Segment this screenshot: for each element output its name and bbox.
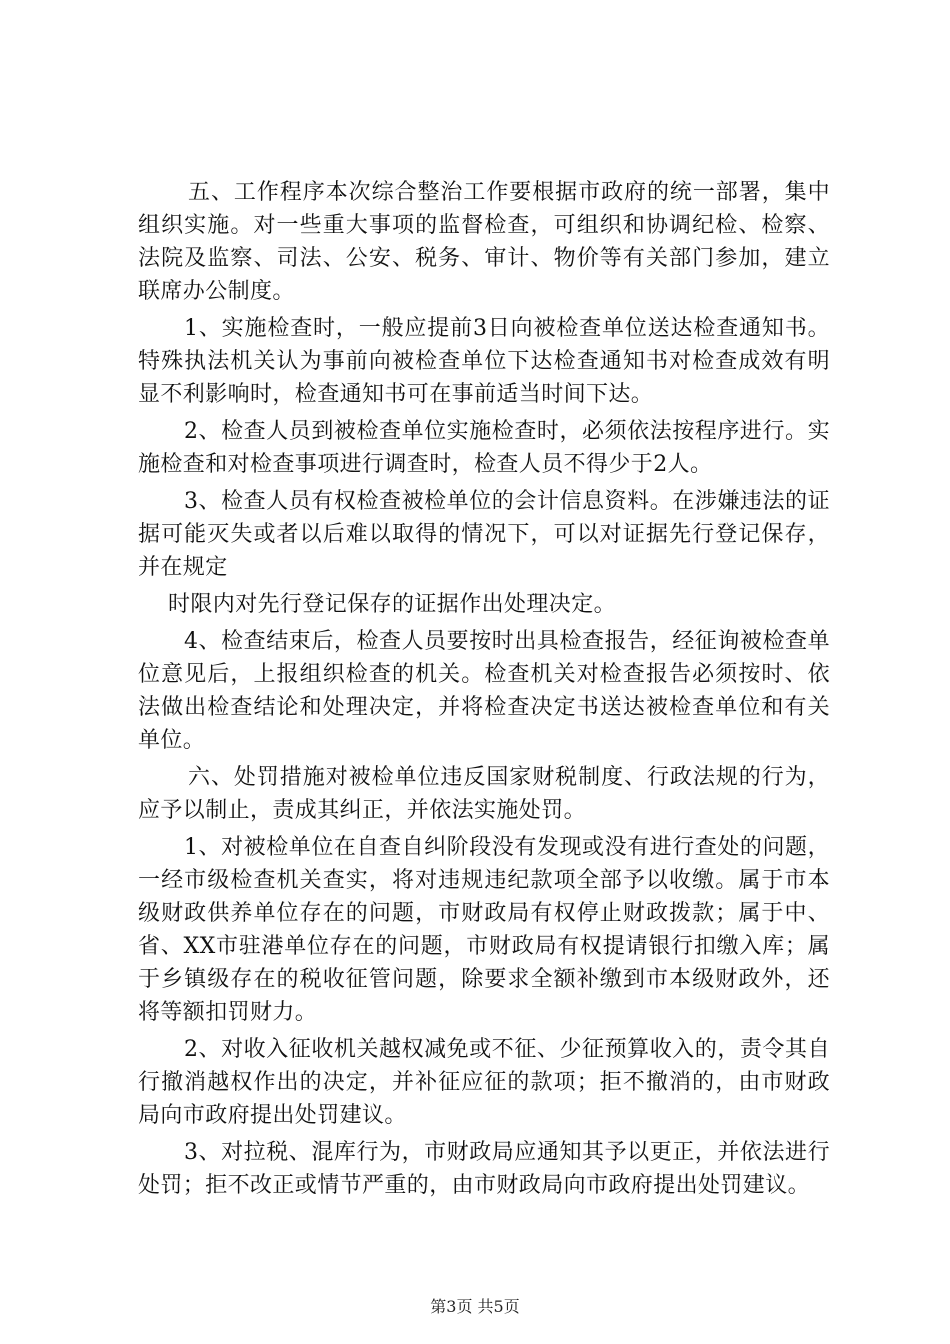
section-six-paragraph: 六、处罚措施对被检单位违反国家财税制度、行政法规的行为，应予以制止，责成其纠正，并依法实施处罚。	[138, 765, 830, 823]
item-3-continuation: 时限内对先行登记保存的证据作出处理决定。	[168, 592, 617, 617]
item-3-paragraph: 3、检查人员有权检查被检单位的会计信息资料。在涉嫌违法的证据可能灭失或者以后难以取得的情况下，可以对证据先行登记保存，并在规定	[138, 489, 830, 580]
penalty-item-2-paragraph: 2、对收入征收机关越权减免或不征、少征预算收入的，责令其自行撤消越权作出的决定，并补征应征的款项；拒不撤消的，由市财政局向市政府提出处罚建议。	[138, 1037, 830, 1128]
item-2-paragraph: 2、检查人员到被检查单位实施检查时，必须依法按程序进行。实施检查和对检查事项进行调查时，检查人员不得少于2人。	[138, 419, 830, 477]
section-five-paragraph: 五、工作程序本次综合整治工作要根据市政府的统一部署，集中组织实施。对一些重大事项的监督检查，可组织和协调纪检、检察、法院及监察、司法、公安、税务、审计、物价等有关部门参加，建立联席办公制度。	[138, 180, 830, 304]
document-body	[138, 176, 830, 1206]
page-number-footer: 第3页 共5页	[430, 1297, 520, 1316]
item-1-paragraph: 1、实施检查时，一般应提前3日向被检查单位送达检查通知书。特殊执法机关认为事前向被检查单位下达检查通知书对检查成效有明显不利影响时，检查通知书可在事前适当时间下达。	[138, 316, 830, 407]
item-4-paragraph: 4、检查结束后，检查人员要按时出具检查报告，经征询被检查单位意见后，上报组织检查的机关。检查机关对检查报告必须按时、依法做出检查结论和处理决定，并将检查决定书送达被检查单位和有关单位。	[138, 629, 830, 753]
penalty-item-1-paragraph: 1、对被检单位在自查自纠阶段没有发现或没有进行查处的问题，一经市级检查机关查实，将对违规违纪款项全部予以收缴。属于市本级财政供养单位存在的问题，市财政局有权停止财政拨款；属于中、省、XX市驻港单位存在的问题，市财政局有权提请银行扣缴入库；属于乡镇级存在的税收征管问题，除要求全额补缴到市本级财政外，还将等额扣罚财力。	[138, 835, 830, 1025]
penalty-item-3-paragraph: 3、对拉税、混库行为，市财政局应通知其予以更正，并依法进行处罚；拒不改正或情节严重的，由市财政局向市政府提出处罚建议。	[138, 1140, 830, 1198]
